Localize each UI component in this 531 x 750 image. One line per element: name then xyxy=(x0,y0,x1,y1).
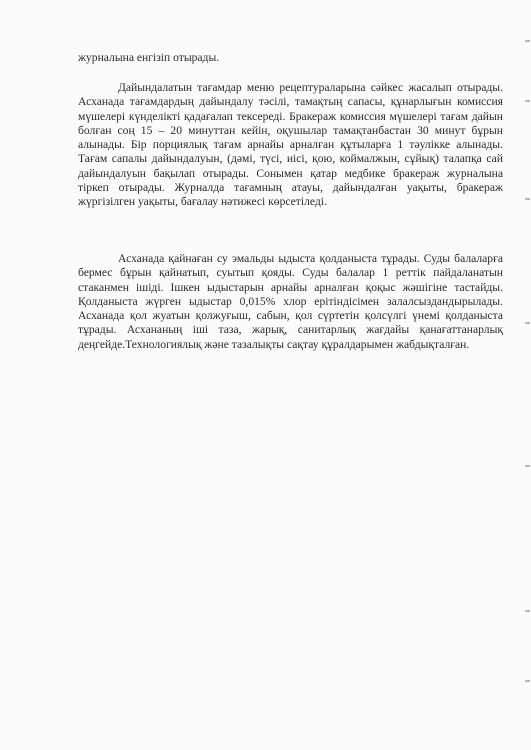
scan-mark xyxy=(525,680,530,682)
paragraph-food-quality-control: Дайындалатын тағамдар меню рецептураларына сәйкес жасалып отырады. Асханада тағамдардың дайындалу тәсілі, тамақтың сапасы, құнарлығын комиссия мүшелері күнделікті қадағалап тексереді. Бракераж комиссия мүшелері тағам дайын болған соң 15 – 20 минуттан кейін, оқушылар тамақтанбастан 30 минут бұрын алынады. Бір порциялық тағам арнайы арналған құтыларға 1 тәулікке алынады. Тағам сапалы дайындалуын, (дәмі, түсі, иісі, қою, коймалжын, сұйық) талапқа сай дайындалуын бақылап отырады. Сонымен қатар медбике бракераж журналына тіркеп отырады. Журналда тағамның атауы, дайындалған уақыты, бракераж жүргізілген уақыты, бағалау нәтижесі көрсетіледі. xyxy=(78,81,503,209)
scan-mark xyxy=(525,322,530,324)
scan-mark xyxy=(525,100,530,102)
continued-line: журналына енгізіп отырады. xyxy=(78,51,220,64)
scan-mark xyxy=(525,610,530,612)
scan-mark xyxy=(525,465,530,467)
scan-mark xyxy=(525,40,530,42)
paragraph-water-and-hygiene: Асханада қайнаған су эмальды ыдыста қолданыста тұрады. Суды балаларға бермес бұрын қайнатып, суытып қояды. Суды балалар 1 реттік пайдаланатын стаканмен ішіді. Ішкен ыдыстарын арнайы арналған қоқыс жәшігіне тастайды. Қолданыста жүрген ыдыстар 0,015% хлор ерітіндісімен залалсыздандырылады. Асханада қол жуатын қолжуғыш, сабын, қол сүртетін қолсүлгі үнемі қолданыста тұрады. Асхананың іші таза, жарық, санитарлық жағдайы қанағаттанарлық деңгейде.Технологиялық және тазалықты сақтау құралдарымен жабдықталған. xyxy=(78,252,503,351)
scan-edge-artifacts xyxy=(523,0,531,750)
scan-mark xyxy=(525,198,530,200)
